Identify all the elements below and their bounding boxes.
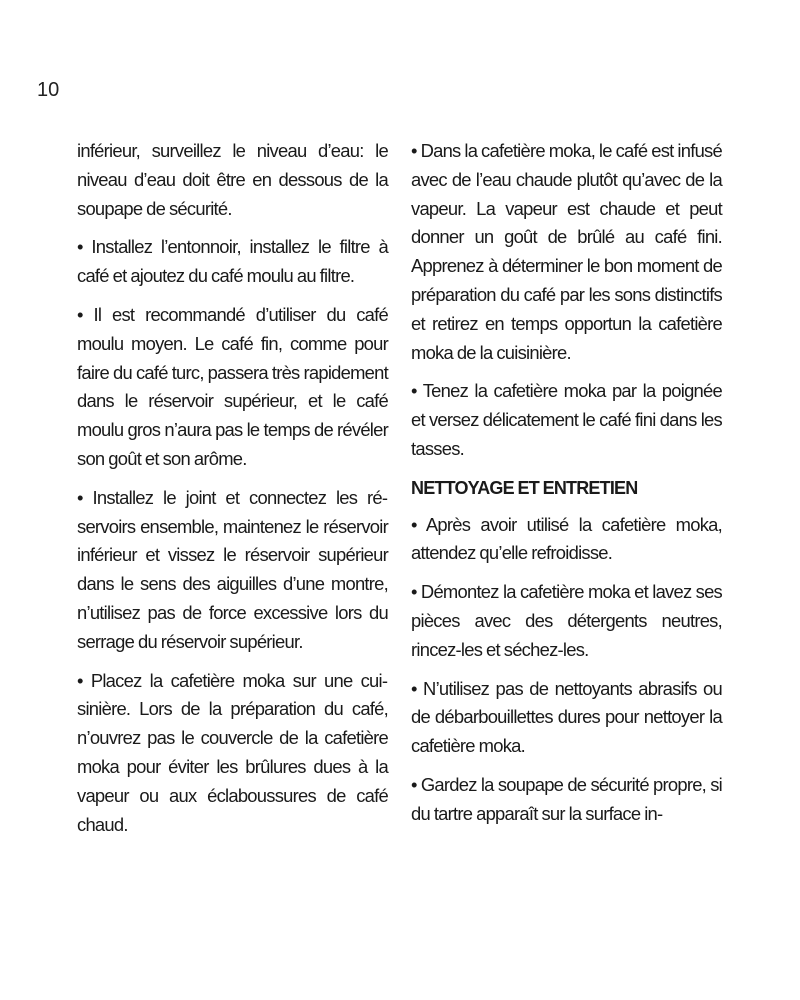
paragraph-water-level: inférieur, surveillez le niveau d’eau: le niveau d’eau doit être en dessous de la soupape de sécurité. [77, 140, 388, 219]
paragraph-cool-down: • Après avoir utilisé la cafetière moka, attendez qu’elle refroidisse. [411, 513, 722, 564]
paragraph-safety-valve: • Gardez la soupape de sécurité propre, si du tartre apparaît sur la surface in- [411, 773, 722, 824]
paragraph-grind-size: • Il est recommandé d’utiliser du café moulu moyen. Le café fin, comme pour faire du café turc, passera très rapidement dans le réservoir supérieur, et le café moulu gros n’aura pas le temps de révéler son goût et son arôme. [77, 303, 388, 469]
paragraph-place-on-stove: • Placez la cafetière moka sur une cuisinière. Lors de la préparation du café, n’ouvrez pas le couvercle de la cafetière moka pour éviter les brûlures dues à la vapeur ou aux éclaboussures de café chaud. [77, 669, 388, 835]
paragraph-install-funnel: • Installez l’entonnoir, installez le filtre à café et ajoutez du café moulu au filtre. [77, 236, 388, 287]
paragraph-brewing: • Dans la cafetière moka, le café est infusé avec de l’eau chaude plutôt qu’avec de la vapeur. La vapeur est chaude et peut donner un goût de brûlé au café fini. Apprenez à déterminer le bon moment de préparation du café par les sons distinctifs et retirez en temps opportun la cafetière moka de la cuisinière. [411, 140, 722, 363]
paragraph-disassemble-wash: • Démontez la cafetière moka et lavez ses pièces avec des détergents neutres, rincez-les et séchez-les. [411, 581, 722, 660]
paragraph-install-gasket: • Installez le joint et connectez les réservoirs ensemble, maintenez le réservoir inférieur et vissez le réservoir supérieur dans le sens des aiguilles d’une montre, n’utilisez pas de force excessive lors du serrage du réservoir supérieur. [77, 486, 388, 652]
section-heading-cleaning: NETTOYAGE ET ENTRETIEN [411, 477, 638, 498]
paragraph-serve: • Tenez la cafetière moka par la poignée et versez délicatement le café fini dans les tasses. [411, 380, 722, 459]
paragraph-no-abrasives: • N’utilisez pas de nettoyants abrasifs ou de débarbouillettes dures pour nettoyer la cafetière moka. [411, 677, 722, 757]
page-number: 10 [37, 79, 60, 101]
right-column [411, 137, 722, 839]
left-column [77, 137, 388, 849]
